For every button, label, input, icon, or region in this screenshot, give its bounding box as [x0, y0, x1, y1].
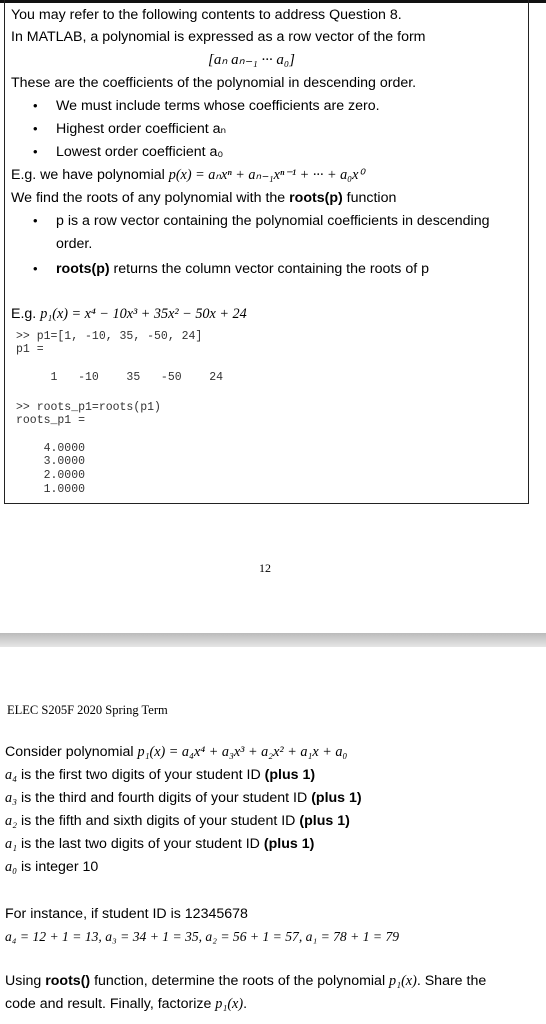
code-line-7: roots_p1 =: [16, 414, 86, 427]
bullet-icon: •: [33, 213, 38, 228]
using-line2-end: .: [243, 996, 248, 1012]
instance-formula: a₄ = 12 + 1 = 13, a₃ = 34 + 1 = 35, a₂ = 56 + 1 = 57, a₁ = 78 + 1 = 79: [5, 929, 400, 944]
consider-prefix: Consider polynomial: [5, 744, 138, 760]
code-line-9: 4.0000: [16, 442, 86, 455]
vector-form: [aₙ aₙ₋₁ ··· a₀]: [208, 52, 295, 68]
a3-plus1: (plus 1): [311, 790, 362, 806]
bullet-roots: [56, 260, 429, 278]
roots-prefix: We find the roots of any polynomial with the: [11, 190, 290, 206]
roots-line: [11, 189, 396, 207]
bullet-p-line2: order.: [56, 236, 93, 252]
bullet-icon: •: [33, 98, 38, 113]
roots-bold: roots(p): [289, 190, 343, 206]
a3-line: [5, 789, 362, 807]
eg-formula: p(x) = aₙxⁿ + aₙ₋₁xⁿ⁻¹ + ··· + a₀x⁰: [168, 167, 365, 183]
intro-line: You may refer to the following contents to address Question 8.: [11, 7, 402, 23]
using-line-2: [5, 995, 247, 1013]
example-formula: p₁(x) = x⁴ − 10x³ + 35x² − 50x + 24: [40, 306, 247, 322]
using-line: [5, 972, 486, 990]
code-line-12: 1.0000: [16, 483, 86, 496]
eg-line: [11, 166, 364, 184]
code-line-1: >> p1=[1, -10, 35, -50, 24]: [16, 330, 203, 343]
bullet-p-line1: p is a row vector containing the polynomial coefficients in descending: [56, 213, 490, 229]
bullet-roots-bold: roots(p): [56, 261, 110, 277]
using-prefix: Using: [5, 973, 46, 989]
using-end: . Share the: [416, 973, 487, 989]
coefficients-line: These are the coefficients of the polynomial in descending order.: [11, 75, 417, 91]
page-number: 12: [259, 561, 271, 575]
a0-text: is integer 10: [17, 859, 99, 875]
a4-text: is the first two digits of your student ID: [17, 767, 265, 783]
a0-line: [5, 858, 98, 876]
consider-formula: p₁(x) = a₄x⁴ + a₃x³ + a₂x² + a₁x + a₀: [137, 744, 348, 760]
a3-symbol: a₃: [5, 790, 18, 806]
example-prefix: E.g.: [11, 306, 41, 322]
bullet-icon: •: [33, 261, 38, 276]
code-line-4: 1 -10 35 -50 24: [16, 371, 224, 384]
page-separator: [0, 633, 546, 647]
page-header: ELEC S205F 2020 Spring Term: [7, 703, 168, 717]
a2-line: [5, 812, 350, 830]
a2-plus1: (plus 1): [299, 813, 350, 829]
eg-prefix: E.g. we have polynomial: [11, 167, 169, 183]
a4-line: [5, 766, 315, 784]
code-line-10: 3.0000: [16, 455, 86, 468]
using-bold: roots(): [45, 973, 91, 989]
a1-plus1: (plus 1): [263, 836, 315, 852]
a1-line: [5, 835, 314, 853]
a4-plus1: (plus 1): [264, 767, 316, 783]
bullet-roots-rest: returns the column vector containing the roots of p: [109, 261, 429, 277]
matlab-line: In MATLAB, a polynomial is expressed as a row vector of the form: [11, 29, 426, 45]
code-line-2: p1 =: [16, 343, 44, 356]
a3-text: is the third and fourth digits of your student ID: [17, 790, 312, 806]
using-mid: function, determine the roots of the polynomial: [90, 973, 390, 989]
a4-symbol: a₄: [5, 767, 18, 783]
bullet-icon: •: [33, 121, 38, 136]
a1-text: is the last two digits of your student ID: [17, 836, 264, 852]
bullet-icon: •: [33, 144, 38, 159]
bullet-lowest: Lowest order coefficient a₀: [56, 144, 224, 160]
using-line2-prefix: code and result. Finally, factorize: [5, 996, 216, 1012]
a2-symbol: a₂: [5, 813, 18, 829]
bullet-highest: Highest order coefficient aₙ: [56, 121, 227, 137]
bullet-zero-terms: We must include terms whose coefficients are zero.: [56, 98, 380, 114]
a0-symbol: a₀: [5, 859, 18, 875]
using-line2-formula: p₁(x): [215, 996, 244, 1012]
a2-text: is the fifth and sixth digits of your student ID: [17, 813, 300, 829]
code-line-6: >> roots_p1=roots(p1): [16, 401, 161, 414]
using-formula: p₁(x): [389, 973, 417, 989]
example-heading: [11, 305, 247, 323]
code-line-11: 2.0000: [16, 469, 86, 482]
roots-suffix: function: [342, 190, 397, 206]
consider-line: [5, 743, 347, 761]
instance-line: For instance, if student ID is 12345678: [5, 906, 248, 922]
a1-symbol: a₁: [5, 836, 18, 852]
